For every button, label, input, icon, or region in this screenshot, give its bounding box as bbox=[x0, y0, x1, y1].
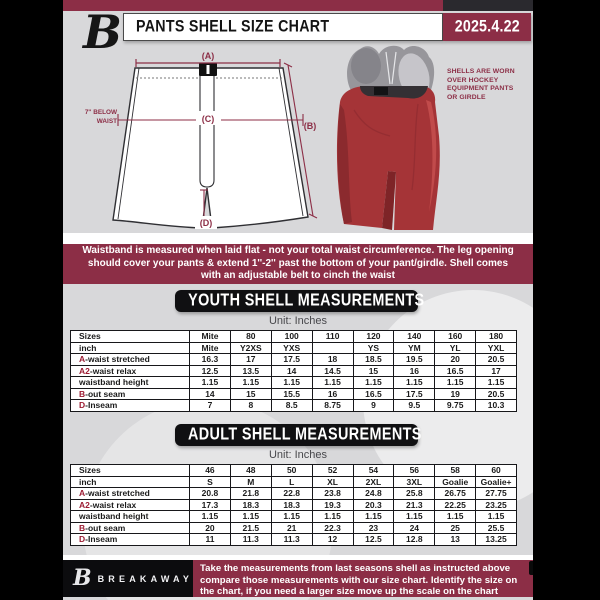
table-cell: 18.3 bbox=[271, 499, 312, 511]
table-cell: 16.3 bbox=[190, 354, 231, 366]
row-label: A-waist stretched bbox=[71, 488, 190, 500]
table-cell: 24.8 bbox=[353, 488, 394, 500]
table-row bbox=[71, 511, 517, 523]
table-cell: 20.8 bbox=[190, 488, 231, 500]
table-row bbox=[71, 388, 517, 400]
table-cell: 11.3 bbox=[230, 534, 271, 546]
table-cell: 18.3 bbox=[230, 499, 271, 511]
table-cell: 21.3 bbox=[394, 499, 435, 511]
table-row bbox=[71, 400, 517, 412]
table-cell: 1.15 bbox=[271, 377, 312, 389]
table-cell: 20 bbox=[435, 354, 476, 366]
photo-caption: SHELLS ARE WORN OVER HOCKEY EQUIPMENT PANTS OR GIRDLE bbox=[447, 68, 515, 102]
row-label: D-Inseam bbox=[71, 534, 190, 546]
date-badge bbox=[443, 13, 531, 41]
table-row bbox=[71, 354, 517, 366]
table-cell: M bbox=[230, 476, 271, 488]
table-cell: 11.3 bbox=[271, 534, 312, 546]
table-cell: 12.5 bbox=[190, 365, 231, 377]
table-cell: 110 bbox=[312, 331, 353, 343]
table-cell: 25.8 bbox=[394, 488, 435, 500]
adult-heading-text: ADULT SHELL MEASUREMENTS bbox=[187, 424, 422, 444]
table-cell: 8.75 bbox=[312, 400, 353, 412]
row-label: Sizes bbox=[71, 331, 190, 343]
table-cell: 19 bbox=[435, 388, 476, 400]
table-cell: 23.25 bbox=[476, 499, 517, 511]
table-row bbox=[71, 331, 517, 343]
label-A: (A) bbox=[201, 51, 215, 61]
footer-brand bbox=[63, 560, 193, 597]
table-cell: 1.15 bbox=[435, 377, 476, 389]
adult-section-heading bbox=[175, 424, 422, 446]
table-cell: 20.5 bbox=[476, 354, 517, 366]
table-cell: Mite bbox=[190, 342, 231, 354]
table-row bbox=[71, 465, 517, 477]
table-cell bbox=[312, 342, 353, 354]
table-cell: 22.25 bbox=[435, 499, 476, 511]
table-cell: 1.15 bbox=[230, 511, 271, 523]
table-cell: 180 bbox=[476, 331, 517, 343]
table-cell: 58 bbox=[435, 465, 476, 477]
table-cell: 120 bbox=[353, 331, 394, 343]
fly-panel bbox=[200, 68, 214, 187]
table-cell: 3XL bbox=[394, 476, 435, 488]
table-cell: 13 bbox=[435, 534, 476, 546]
row-label: D-Inseam bbox=[71, 400, 190, 412]
table-cell: 21.5 bbox=[230, 522, 271, 534]
table-cell: Goalie bbox=[435, 476, 476, 488]
table-row bbox=[71, 499, 517, 511]
table-cell: 14.5 bbox=[312, 365, 353, 377]
table-row bbox=[71, 377, 517, 389]
table-cell: 52 bbox=[312, 465, 353, 477]
table-cell: 1.15 bbox=[394, 377, 435, 389]
row-label: B-out seam bbox=[71, 522, 190, 534]
below-waist-note2: WAIST bbox=[96, 118, 117, 125]
table-cell: Y2XS bbox=[230, 342, 271, 354]
table-cell: 54 bbox=[353, 465, 394, 477]
table-cell: 16 bbox=[394, 365, 435, 377]
table-cell: 100 bbox=[271, 331, 312, 343]
below-waist-note: 7'' BELOW bbox=[84, 109, 117, 116]
youth-section-heading bbox=[175, 290, 425, 312]
row-label: Sizes bbox=[71, 465, 190, 477]
measuring-instructions-banner bbox=[63, 244, 533, 284]
table-cell: 1.15 bbox=[190, 377, 231, 389]
top-accent-strip-dark bbox=[443, 0, 533, 11]
size-chart-page bbox=[63, 0, 533, 600]
date-text: 2025.4.22 bbox=[454, 17, 520, 36]
table-cell: 1.15 bbox=[353, 511, 394, 523]
table-cell: 9.75 bbox=[435, 400, 476, 412]
table-cell: 140 bbox=[394, 331, 435, 343]
label-D: (D) bbox=[199, 218, 213, 228]
table-cell: 1.15 bbox=[312, 511, 353, 523]
breakaway-logo-icon: B bbox=[83, 5, 122, 59]
adult-unit-label: Unit: Inches bbox=[268, 449, 328, 461]
table-cell: 7 bbox=[190, 400, 231, 412]
label-C: (C) bbox=[201, 114, 215, 124]
table-cell: Mite bbox=[190, 331, 231, 343]
table-cell: 8.5 bbox=[271, 400, 312, 412]
table-cell: 17.5 bbox=[271, 354, 312, 366]
table-cell: 16.5 bbox=[435, 365, 476, 377]
row-label: A2-waist relax bbox=[71, 499, 190, 511]
label-B: (B) bbox=[303, 121, 317, 131]
table-row bbox=[71, 365, 517, 377]
adult-size-table bbox=[70, 464, 517, 546]
table-cell: 20.3 bbox=[353, 499, 394, 511]
table-cell: 1.15 bbox=[353, 377, 394, 389]
row-label: waistband height bbox=[71, 511, 190, 523]
table-cell: 23.8 bbox=[312, 488, 353, 500]
row-label: inch bbox=[71, 476, 190, 488]
table-cell: 15 bbox=[353, 365, 394, 377]
table-cell: 46 bbox=[190, 465, 231, 477]
row-label: A2-waist relax bbox=[71, 365, 190, 377]
row-label: B-out seam bbox=[71, 388, 190, 400]
table-cell: 19.5 bbox=[394, 354, 435, 366]
table-cell: 1.15 bbox=[230, 377, 271, 389]
page-title-text: PANTS SHELL SIZE CHART bbox=[136, 17, 330, 36]
table-row bbox=[71, 522, 517, 534]
table-cell: 1.15 bbox=[476, 511, 517, 523]
table-cell: 13.25 bbox=[476, 534, 517, 546]
table-cell: 18 bbox=[312, 354, 353, 366]
table-cell: XL bbox=[312, 476, 353, 488]
size-table bbox=[70, 330, 517, 412]
table-cell: 16 bbox=[312, 388, 353, 400]
table-cell: 11 bbox=[190, 534, 231, 546]
table-cell: 18.5 bbox=[353, 354, 394, 366]
youth-size-table bbox=[70, 330, 517, 412]
table-cell: 17.3 bbox=[190, 499, 231, 511]
table-cell: 15.5 bbox=[271, 388, 312, 400]
row-label: waistband height bbox=[71, 377, 190, 389]
table-cell: 1.15 bbox=[394, 511, 435, 523]
table-cell: 27.75 bbox=[476, 488, 517, 500]
table-cell: 80 bbox=[230, 331, 271, 343]
table-cell: Goalie+ bbox=[476, 476, 517, 488]
table-cell: 21.8 bbox=[230, 488, 271, 500]
table-cell: 14 bbox=[271, 365, 312, 377]
table-cell: L bbox=[271, 476, 312, 488]
footer-instructions: Take the measurements from last seasons shell as instructed above compare those measurements with our size chart. Identify the size on the chart, if you need a larger size move up the scale on the chart bbox=[193, 560, 533, 597]
brand-name: BREAKAWAY bbox=[97, 573, 194, 584]
table-cell: 1.15 bbox=[476, 377, 517, 389]
table-cell: 13.5 bbox=[230, 365, 271, 377]
table-cell: 17 bbox=[230, 354, 271, 366]
table-cell: 14 bbox=[190, 388, 231, 400]
measurement-diagram bbox=[63, 50, 333, 240]
table-cell: 10.3 bbox=[476, 400, 517, 412]
table-cell: 23 bbox=[353, 522, 394, 534]
row-label: inch bbox=[71, 342, 190, 354]
table-cell: 19.3 bbox=[312, 499, 353, 511]
table-cell: 60 bbox=[476, 465, 517, 477]
banner-text: Waistband is measured when laid flat - not your total waist circumference. The leg opening should cover your pants & extend 1''-2'' past the bottom of your pant/girdle. Shell comes with an adjustable belt to cinch the waist bbox=[82, 245, 514, 282]
table-cell: S bbox=[190, 476, 231, 488]
table-cell: 26.75 bbox=[435, 488, 476, 500]
table-cell: YS bbox=[353, 342, 394, 354]
table-cell: 56 bbox=[394, 465, 435, 477]
table-cell: 9 bbox=[353, 400, 394, 412]
youth-heading-text: YOUTH SHELL MEASUREMENTS bbox=[188, 290, 425, 310]
table-cell: 1.15 bbox=[190, 511, 231, 523]
table-cell: YL bbox=[435, 342, 476, 354]
table-row bbox=[71, 488, 517, 500]
table-cell: 12 bbox=[312, 534, 353, 546]
table-cell: YM bbox=[394, 342, 435, 354]
table-cell: 48 bbox=[230, 465, 271, 477]
size-table bbox=[70, 464, 517, 546]
table-row bbox=[71, 342, 517, 354]
table-cell: 8 bbox=[230, 400, 271, 412]
table-cell: 12.8 bbox=[394, 534, 435, 546]
table-cell: 9.5 bbox=[394, 400, 435, 412]
table-row bbox=[71, 534, 517, 546]
table-cell: YXL bbox=[476, 342, 517, 354]
table-cell: 15 bbox=[230, 388, 271, 400]
table-cell: 1.15 bbox=[271, 511, 312, 523]
table-cell: 22.8 bbox=[271, 488, 312, 500]
table-cell: 160 bbox=[435, 331, 476, 343]
table-cell: 20 bbox=[190, 522, 231, 534]
table-cell: 22.3 bbox=[312, 522, 353, 534]
table-cell: 25.5 bbox=[476, 522, 517, 534]
table-cell: 2XL bbox=[353, 476, 394, 488]
table-row bbox=[71, 476, 517, 488]
table-cell: 16.5 bbox=[353, 388, 394, 400]
page-title bbox=[123, 13, 443, 41]
table-cell: 20.5 bbox=[476, 388, 517, 400]
divider bbox=[63, 233, 533, 244]
table-cell: 17 bbox=[476, 365, 517, 377]
table-cell: YXS bbox=[271, 342, 312, 354]
table-cell: 17.5 bbox=[394, 388, 435, 400]
table-cell: 24 bbox=[394, 522, 435, 534]
table-cell: 21 bbox=[271, 522, 312, 534]
cursor-marker bbox=[529, 561, 533, 575]
youth-unit-label: Unit: Inches bbox=[268, 315, 328, 327]
row-label: A-waist stretched bbox=[71, 354, 190, 366]
table-cell: 1.15 bbox=[435, 511, 476, 523]
breakaway-logo-icon-footer: B bbox=[73, 565, 92, 591]
table-cell: 12.5 bbox=[353, 534, 394, 546]
table-cell: 25 bbox=[435, 522, 476, 534]
table-cell: 1.15 bbox=[312, 377, 353, 389]
table-cell: 50 bbox=[271, 465, 312, 477]
